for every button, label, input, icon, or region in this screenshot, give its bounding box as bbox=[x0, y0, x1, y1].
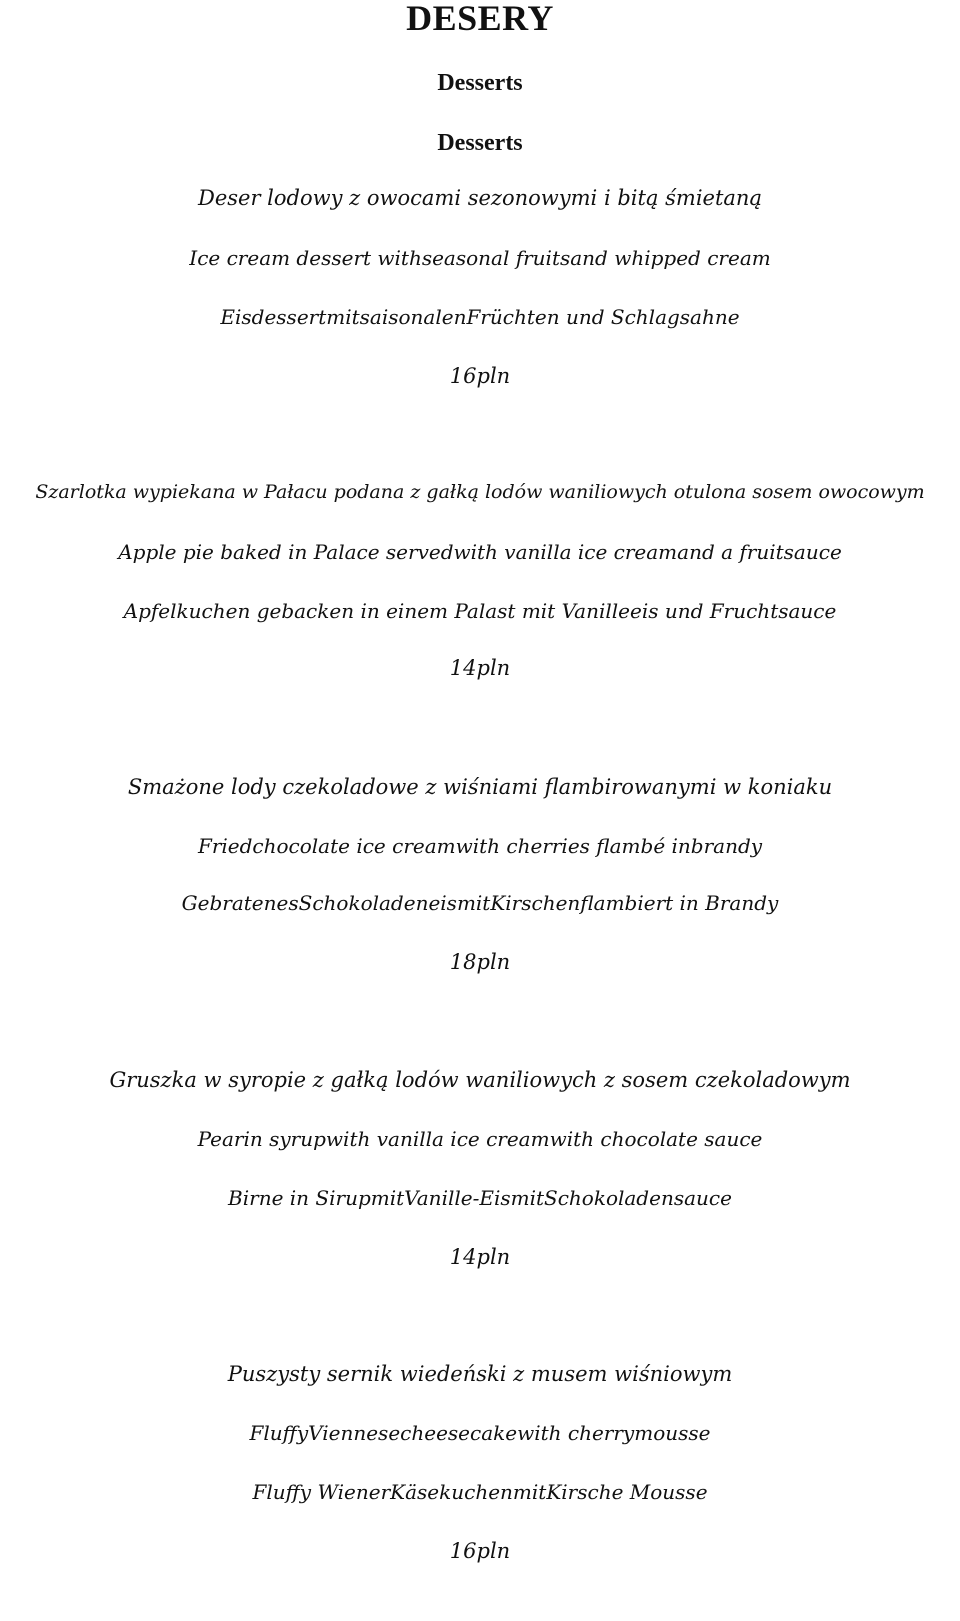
dish-name-english: Pearin syrupwith vanilla ice creamwith chocolate sauce bbox=[197, 1127, 763, 1151]
dish-name-polish: Puszysty sernik wiedeński z musem wiśniowym bbox=[227, 1362, 733, 1386]
dish-name-english: Friedchocolate ice creamwith cherries flambé inbrandy bbox=[197, 834, 763, 858]
dish-name-german: Apfelkuchen gebacken in einem Palast mit Vanilleeis und Fruchtsauce bbox=[123, 599, 837, 623]
dish-name-english: FluffyViennesecheesecakewith cherrymousse bbox=[249, 1421, 711, 1445]
dish-name-polish: Smażone lody czekoladowe z wiśniami flambirowanymi w koniaku bbox=[127, 775, 833, 799]
page-title: DESERY bbox=[406, 0, 554, 38]
dish-name-german: Birne in SirupmitVanille-EismitSchokoladensauce bbox=[228, 1186, 732, 1210]
subtitle-english: Desserts bbox=[437, 70, 523, 96]
dish-price: 18pln bbox=[449, 950, 511, 974]
dish-name-german: GebratenesSchokoladeneismitKirschenflambiert in Brandy bbox=[181, 891, 779, 915]
subtitle-german: Desserts bbox=[437, 130, 523, 156]
dish-name-english: Ice cream dessert withseasonal fruitsand whipped cream bbox=[189, 246, 771, 270]
dish-price: 16pln bbox=[449, 364, 511, 388]
dish-name-english: Apple pie baked in Palace servedwith vanilla ice creamand a fruitsauce bbox=[118, 540, 842, 564]
dish-name-german: EisdessertmitsaisonalenFrüchten und Schlagsahne bbox=[220, 305, 740, 329]
dish-name-german: Fluffy WienerKäsekuchenmitKirsche Mousse bbox=[252, 1480, 708, 1504]
dish-price: 16pln bbox=[449, 1539, 511, 1563]
dish-price: 14pln bbox=[449, 1245, 511, 1269]
dish-name-polish: Deser lodowy z owocami sezonowymi i bitą śmietaną bbox=[198, 186, 762, 210]
dish-price: 14pln bbox=[449, 656, 511, 680]
dish-name-polish: Szarlotka wypiekana w Pałacu podana z gałką lodów waniliowych otulona sosem owocowym bbox=[35, 481, 925, 503]
dish-name-polish: Gruszka w syropie z gałką lodów waniliowych z sosem czekoladowym bbox=[109, 1068, 851, 1092]
